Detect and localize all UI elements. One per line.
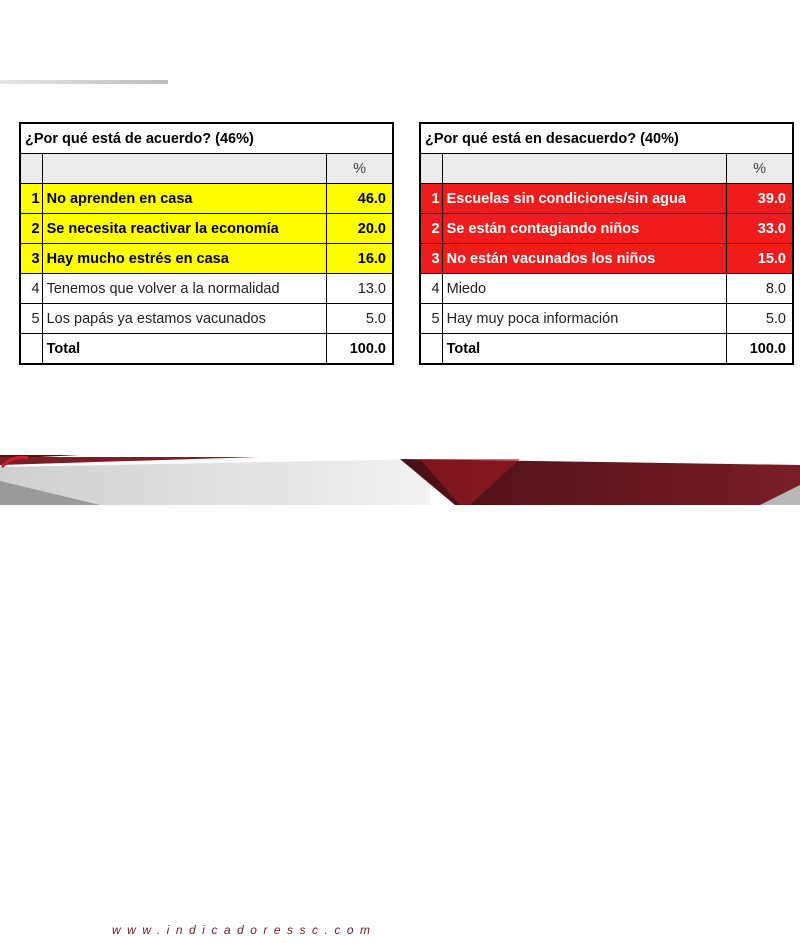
row-rank: 4 xyxy=(420,274,442,304)
total-value: 100.0 xyxy=(727,334,793,365)
table-row xyxy=(20,274,393,304)
brand-logo-text: INDICADORES xyxy=(596,927,700,943)
footer-banner xyxy=(0,455,800,943)
row-value: 5.0 xyxy=(327,304,393,334)
total-row xyxy=(20,334,393,365)
total-label: Total xyxy=(442,334,727,365)
table-row xyxy=(420,214,793,244)
table-row xyxy=(420,184,793,214)
row-rank: 5 xyxy=(20,304,42,334)
row-label: Hay muy poca información xyxy=(442,304,727,334)
row-label: No están vacunados los niños xyxy=(442,244,727,274)
agree-reasons-table xyxy=(19,122,394,365)
row-value: 39.0 xyxy=(727,184,793,214)
disagree-table-title: ¿Por qué está en desacuerdo? (40%) xyxy=(420,123,793,154)
row-label: Se necesita reactivar la economía xyxy=(42,214,327,244)
row-value: 20.0 xyxy=(327,214,393,244)
table-title-row xyxy=(20,123,393,154)
footer-background-shapes xyxy=(0,455,800,505)
row-rank: 2 xyxy=(20,214,42,244)
row-rank: 5 xyxy=(420,304,442,334)
row-value: 46.0 xyxy=(327,184,393,214)
row-label: Escuelas sin condiciones/sin agua xyxy=(442,184,727,214)
table-row xyxy=(420,274,793,304)
total-rank-cell xyxy=(20,334,42,365)
table-row xyxy=(20,244,393,274)
total-rank-cell xyxy=(420,334,442,365)
row-label: No aprenden en casa xyxy=(42,184,327,214)
row-label: Tenemos que volver a la normalidad xyxy=(42,274,327,304)
row-rank: 3 xyxy=(420,244,442,274)
row-label: Se están contagiando niños xyxy=(442,214,727,244)
row-value: 8.0 xyxy=(727,274,793,304)
header-row xyxy=(20,154,393,184)
table-row xyxy=(420,304,793,334)
row-rank: 4 xyxy=(20,274,42,304)
row-rank: 3 xyxy=(20,244,42,274)
total-label: Total xyxy=(42,334,327,365)
percent-header: % xyxy=(727,154,793,184)
row-value: 33.0 xyxy=(727,214,793,244)
disagree-reasons-table xyxy=(419,122,794,365)
label-header-cell xyxy=(42,154,327,184)
row-rank: 1 xyxy=(20,184,42,214)
table-title-row xyxy=(420,123,793,154)
agree-table-title: ¿Por qué está de acuerdo? (46%) xyxy=(20,123,393,154)
top-decorative-line xyxy=(0,80,168,84)
percent-header: % xyxy=(327,154,393,184)
row-value: 15.0 xyxy=(727,244,793,274)
table-row xyxy=(20,304,393,334)
row-label: Hay mucho estrés en casa xyxy=(42,244,327,274)
row-rank: 1 xyxy=(420,184,442,214)
row-rank: 2 xyxy=(420,214,442,244)
row-label: Miedo xyxy=(442,274,727,304)
row-value: 16.0 xyxy=(327,244,393,274)
row-value: 13.0 xyxy=(327,274,393,304)
row-label: Los papás ya estamos vacunados xyxy=(42,304,327,334)
table-row xyxy=(20,214,393,244)
row-value: 5.0 xyxy=(727,304,793,334)
label-header-cell xyxy=(442,154,727,184)
website-url: www.indicadoressc.com xyxy=(112,923,377,937)
rank-header-cell xyxy=(420,154,442,184)
header-row xyxy=(420,154,793,184)
table-row xyxy=(420,244,793,274)
total-row xyxy=(420,334,793,365)
table-row xyxy=(20,184,393,214)
rank-header-cell xyxy=(20,154,42,184)
logo-swoosh-icon xyxy=(0,455,30,469)
total-value: 100.0 xyxy=(327,334,393,365)
